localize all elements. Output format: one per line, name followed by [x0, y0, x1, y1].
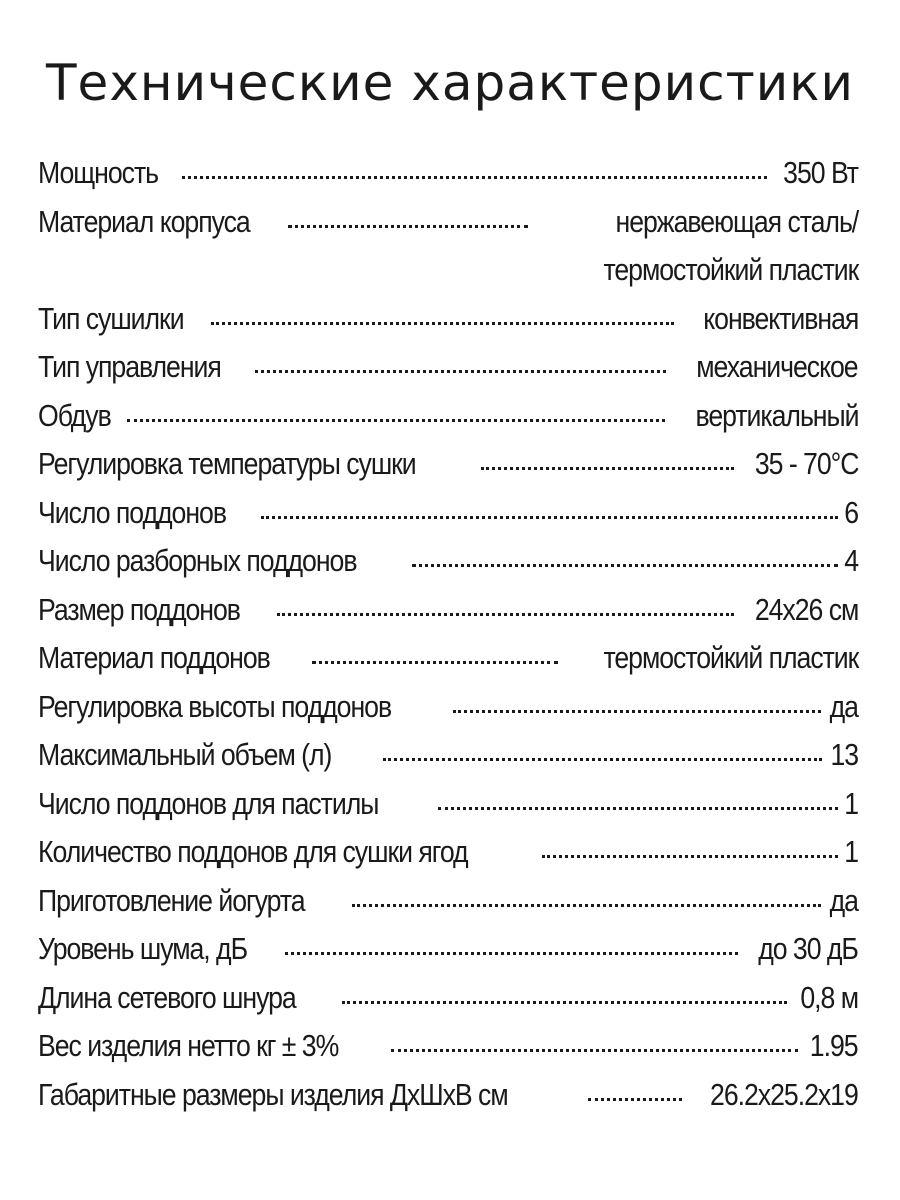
- dot-leader: [412, 564, 838, 567]
- spec-label: Количество поддонов для сушки ягод: [38, 834, 468, 869]
- spec-value: да: [829, 882, 858, 918]
- spec-value: термостойкий пластик: [603, 252, 858, 287]
- dot-leader: [542, 855, 838, 858]
- spec-label: Материал поддонов: [38, 640, 270, 675]
- spec-label: Длина сетевого шнура: [38, 979, 296, 1015]
- dot-leader: [391, 1049, 798, 1052]
- spec-row-noise: [38, 931, 858, 980]
- spec-row-berry-trays: [38, 834, 858, 883]
- dot-leader: [127, 419, 665, 422]
- dot-leader: [342, 1001, 787, 1004]
- dot-leader: [588, 1098, 682, 1101]
- spec-row-temperature: [38, 446, 858, 495]
- spec-label: Обдув: [38, 397, 111, 433]
- spec-row-cord-length: [38, 980, 858, 1029]
- spec-label: Тип управления: [38, 349, 221, 384]
- dot-leader: [288, 225, 528, 228]
- spec-row-tray-material: [38, 640, 858, 689]
- spec-row-weight: [38, 1028, 858, 1077]
- spec-value: вертикальный: [695, 397, 858, 433]
- spec-value: термостойкий пластик: [603, 640, 858, 675]
- spec-value: 26.2х25.2х19: [710, 1076, 858, 1112]
- dot-leader: [211, 322, 673, 325]
- specs-list: [38, 155, 858, 1125]
- dot-leader: [481, 467, 733, 470]
- dot-leader: [352, 904, 821, 907]
- spec-row-dryer-type: [38, 301, 858, 350]
- spec-label: Регулировка высоты поддонов: [38, 688, 392, 724]
- spec-value: механическое: [696, 349, 858, 384]
- spec-label: Число поддонов: [38, 494, 226, 530]
- spec-value: 1: [844, 834, 858, 869]
- spec-row-collapsible-trays: [38, 543, 858, 592]
- spec-label: Регулировка температуры сушки: [38, 446, 416, 481]
- spec-row-max-volume: [38, 737, 858, 786]
- spec-label: Число разборных поддонов: [38, 543, 357, 578]
- spec-label: Уровень шума, дБ: [38, 931, 248, 966]
- spec-row-control-type: [38, 349, 858, 398]
- spec-value: 0,8 м: [800, 979, 858, 1015]
- spec-value: да: [829, 688, 858, 724]
- dot-leader: [453, 710, 821, 713]
- spec-label: Тип сушилки: [38, 300, 184, 336]
- dot-leader: [261, 516, 838, 519]
- dot-leader: [277, 613, 734, 616]
- spec-value: 13: [830, 737, 858, 772]
- dot-leader: [438, 807, 838, 810]
- dot-leader: [383, 758, 822, 761]
- spec-label: Приготовление йогурта: [38, 882, 305, 918]
- spec-row-body-material: [38, 204, 858, 253]
- spec-row-dimensions: [38, 1077, 858, 1126]
- spec-value: 1: [844, 785, 858, 821]
- spec-value: 6: [844, 494, 858, 530]
- spec-row-pastila-trays: [38, 786, 858, 835]
- spec-value: 24х26 см: [754, 591, 858, 627]
- dot-leader: [255, 370, 667, 373]
- spec-label: Материал корпуса: [38, 203, 250, 239]
- spec-value: 1.95: [810, 1028, 858, 1063]
- spec-row-yogurt: [38, 883, 858, 932]
- spec-row-airflow: [38, 398, 858, 447]
- spec-value: 4: [844, 543, 858, 578]
- dot-leader: [182, 176, 767, 179]
- spec-row-height-adjust: [38, 689, 858, 738]
- spec-label: Мощность: [38, 155, 158, 190]
- spec-value: до 30 дБ: [758, 931, 858, 966]
- spec-value: 350 Вт: [783, 155, 858, 190]
- spec-label: Габаритные размеры изделия ДхШхВ см: [38, 1076, 508, 1112]
- spec-row-power: [38, 155, 858, 204]
- spec-label: Максимальный объем (л): [38, 737, 332, 772]
- spec-row-body-material-cont: [38, 252, 858, 301]
- spec-value: нержавеющая сталь/: [615, 203, 858, 239]
- spec-row-tray-size: [38, 592, 858, 641]
- spec-value: 35 - 70°С: [754, 446, 858, 481]
- spec-label: Число поддонов для пастилы: [38, 785, 379, 821]
- spec-row-tray-count: [38, 495, 858, 544]
- spec-label: Вес изделия нетто кг ± 3%: [38, 1028, 339, 1063]
- dot-leader: [285, 952, 738, 955]
- spec-label: Размер поддонов: [38, 591, 240, 627]
- page-title: Технические характеристики: [46, 54, 854, 112]
- spec-value: конвективная: [702, 300, 858, 336]
- dot-leader: [312, 661, 558, 664]
